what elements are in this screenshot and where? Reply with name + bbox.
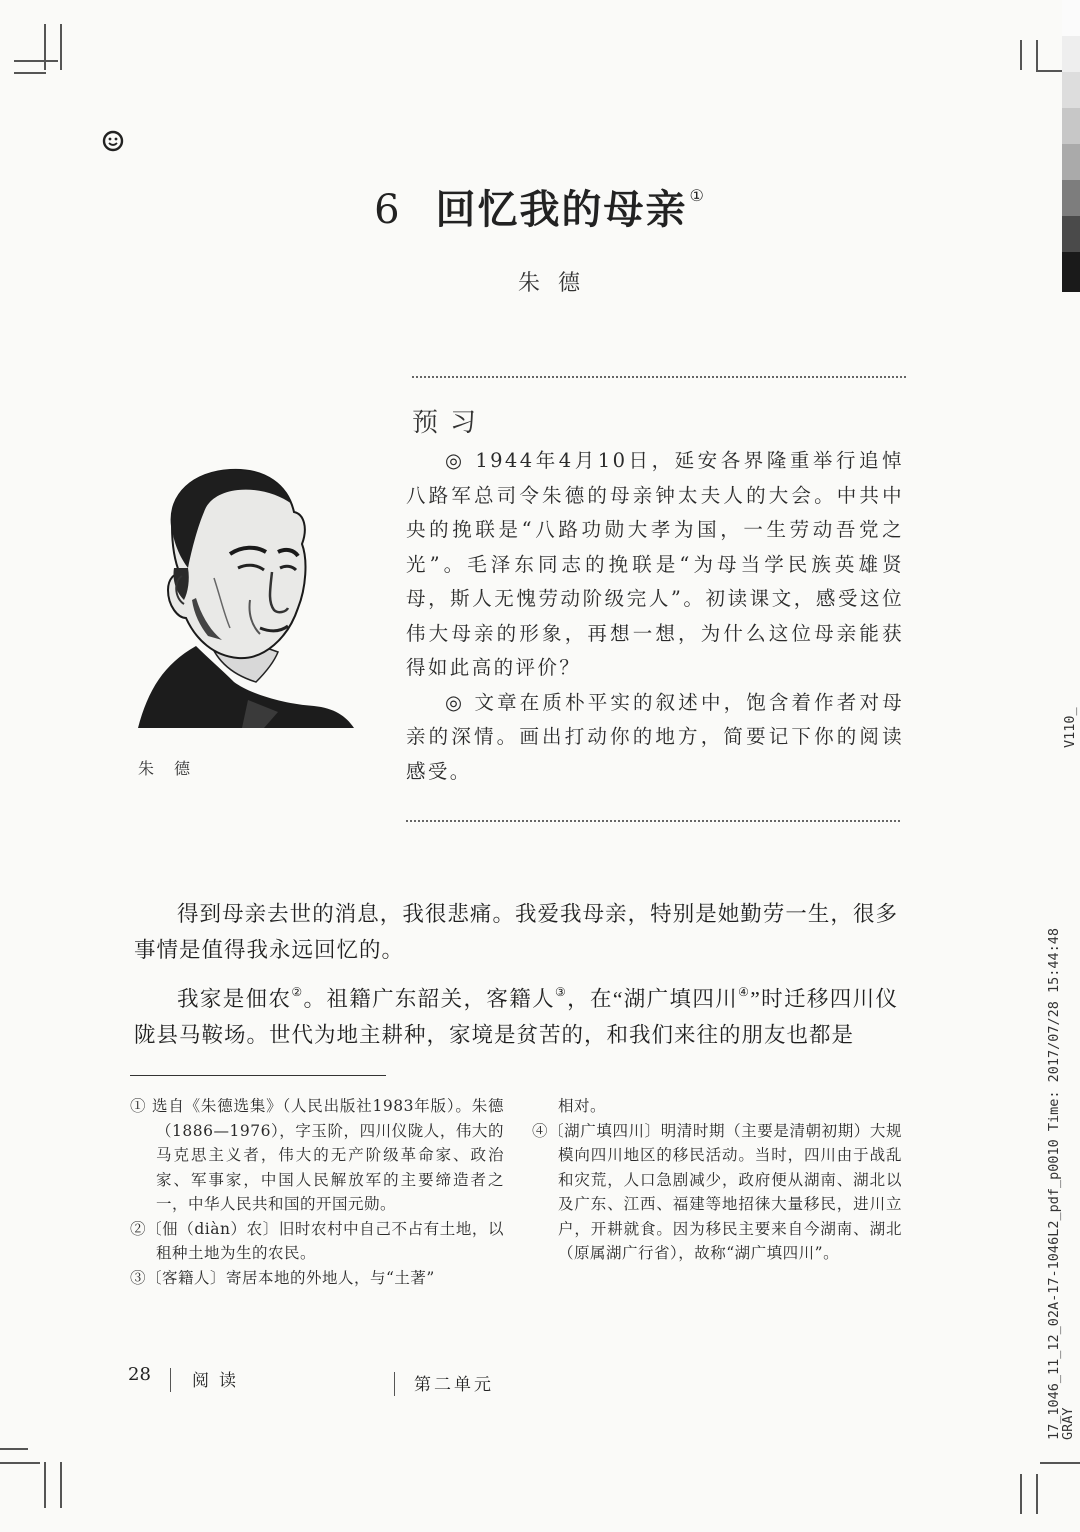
crop-mark <box>14 60 58 62</box>
lesson-number: 6 <box>374 187 402 233</box>
crop-mark <box>1036 40 1038 70</box>
lesson-title-text: 回忆我的母亲 <box>435 186 688 233</box>
preview-bottom-divider <box>406 820 900 822</box>
portrait-illustration <box>138 468 354 728</box>
crop-mark <box>44 24 46 70</box>
print-version-mark: V110_ <box>1062 707 1078 748</box>
main-text <box>134 896 898 1053</box>
gray-calibration-strip <box>1062 0 1080 292</box>
text-span: 。祖籍广东韶关，客籍人 <box>303 987 555 1011</box>
footnote-rule <box>130 1075 386 1076</box>
print-job-line: 17_1046_11_12_02A-17-1046L2_pdf_p0010 Time: 2017/07/28 15:44:48 <box>1046 927 1062 1440</box>
preview-top-divider <box>412 376 906 378</box>
footnote-1: ① 选自《朱德选集》（人民出版社1983年版）。朱德（1886—1976），字玉阶，四川仪陇人，伟大的马克思主义者，伟大的无产阶级革命家、政治家、军事家，中国人民解放军的主要缔造者之一，中华人民共和国的开国元勋。 <box>130 1097 504 1213</box>
crop-mark <box>1036 1474 1038 1514</box>
footnotes-right-column <box>532 1094 902 1266</box>
preview-heading: 预习 <box>412 408 489 438</box>
footer-section: 阅读 <box>192 1371 246 1391</box>
footnotes-left-column <box>130 1094 504 1290</box>
text-span: ”时迁移四川仪陇县马鞍场。世代为地主耕种，家境是贫苦的，和我们来往的朋友也都是 <box>134 987 898 1047</box>
footnote-ref-2[interactable]: ② <box>291 985 304 999</box>
crop-mark <box>60 24 62 70</box>
portrait-caption: 朱德 <box>138 759 211 778</box>
footnote-ref-4[interactable]: ④ <box>738 985 751 999</box>
title-note-mark[interactable]: ① <box>689 186 706 205</box>
footer-separator <box>394 1372 395 1396</box>
footnote-2: ②〔佃（diàn）农〕旧时农村中自己不占有土地，以租种土地为生的农民。 <box>130 1219 504 1262</box>
footer-unit: 第二单元 <box>414 1375 494 1395</box>
crop-mark <box>0 1462 40 1464</box>
preview-paragraph: ◎ 1944年4月10日，延安各界隆重举行追悼八路军总司令朱德的母亲钟太夫人的大会。中共中央的挽联是“八路功勋大孝为国，一生劳动吾党之光”。毛泽东同志的挽联是“为母当学民族英雄贤母，斯人无愧劳动阶级完人”。初读课文，感受这位伟大母亲的形象，再想一想，为什么这位母亲能获得如此高的评价？ <box>406 449 904 679</box>
crop-mark <box>1036 70 1062 72</box>
print-gray-mark: GRAY <box>1060 1407 1076 1440</box>
crop-mark <box>1040 1462 1080 1464</box>
crop-mark <box>1020 1474 1022 1514</box>
preview-body <box>406 444 904 789</box>
footnote-3: ③〔客籍人〕寄居本地的外地人，与“土著” <box>130 1268 435 1287</box>
main-paragraph-2 <box>134 974 898 1053</box>
crop-mark <box>60 1462 62 1508</box>
footnote-ref-3[interactable]: ③ <box>555 985 568 999</box>
crop-mark <box>0 1448 28 1450</box>
lesson-title <box>0 178 1080 235</box>
text-span: ，在“湖广填四川 <box>567 987 739 1011</box>
footer-separator <box>170 1368 171 1392</box>
crop-mark <box>44 1462 46 1508</box>
footnote-4: ④〔湖广填四川〕明清时期（主要是清朝初期）大规模向四川地区的移民活动。当时，四川由于战乱和灾荒，人口急剧减少，政府便从湖南、湖北以及广东、江西、福建等地招徕大量移民，进川立户，开耕就食。因为移民主要来自今湖南、湖北（原属湖广行省），故称“湖广填四川”。 <box>532 1121 902 1262</box>
smiley-face-icon <box>102 130 124 152</box>
preview-paragraph: ◎ 文章在质朴平实的叙述中，饱含着作者对母亲的深情。画出打动你的地方，简要记下你的阅读感受。 <box>406 690 904 783</box>
page-number: 28 <box>128 1364 151 1385</box>
crop-mark <box>1020 40 1022 70</box>
author-name: 朱德 <box>517 271 598 296</box>
crop-mark <box>14 72 46 74</box>
footnote-3-continued: 相对。 <box>558 1097 607 1115</box>
text-span: 我家是佃农 <box>177 987 292 1011</box>
main-paragraph-1: 得到母亲去世的消息，我很悲痛。我爱我母亲，特别是她勤劳一生，很多事情是值得我永远回忆的。 <box>134 902 898 962</box>
